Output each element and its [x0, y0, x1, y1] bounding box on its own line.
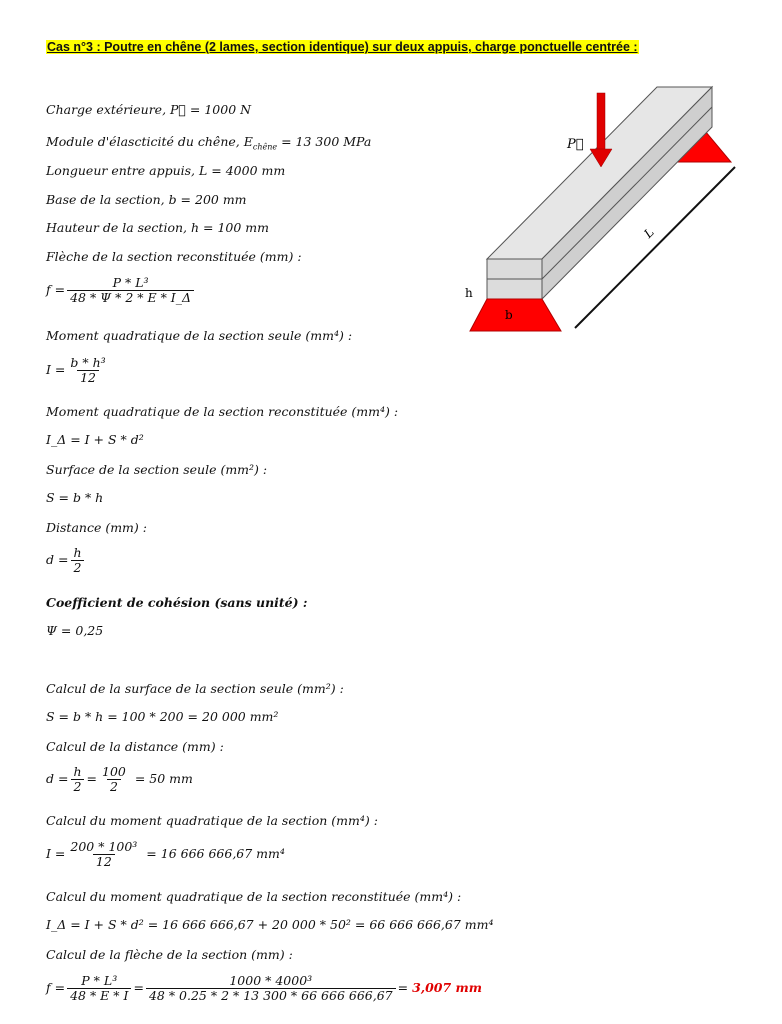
calc-distance-den1: 2	[71, 779, 85, 794]
label-h: h	[465, 286, 473, 300]
hauteur-line: Hauteur de la section, h = 100 mm	[46, 220, 269, 235]
page-title: Cas n°3 : Poutre en chêne (2 lames, section identique) sur deux appuis, charge ponctuelle centrée :	[47, 40, 638, 54]
beam-diagram	[462, 85, 742, 345]
fleche-formula: f = $\frac{\text{P * L³}}{48 * \Psi * 2 * E * I\_\Delta}$	[46, 276, 196, 305]
base-line: Base de la section, b = 200 mm	[46, 192, 247, 207]
calc-distance-num1: h	[73, 764, 82, 779]
fleche-label: Flèche de la section reconstituée (mm) :	[46, 249, 302, 264]
distance-label: Distance (mm) :	[46, 520, 147, 535]
calc-moment-numerator: 200 * 100³	[70, 839, 138, 854]
longueur-line: Longueur entre appuis, L = 4000 mm	[46, 163, 286, 178]
calc-moment-result: = 16 666 666,67 mm⁴	[142, 846, 285, 861]
beam-front-upper	[487, 259, 542, 279]
module-line	[46, 134, 371, 156]
calc-distance-den2: 2	[107, 779, 121, 794]
moment-recon-label: Moment quadratique de la section reconstituée (mm⁴) :	[46, 404, 399, 419]
calc-distance-formula: d = $\frac{h}{2}$ = $\frac{100}{2}$ = 50 mm	[46, 764, 193, 794]
calc-moment-label: Calcul du moment quadratique de la section (mm⁴) :	[46, 813, 378, 828]
charge-line: Charge extérieure, P⃗ = 1000 N	[46, 102, 252, 117]
moment-recon-formula: I_Δ = I + S * d²	[46, 432, 144, 447]
coef-value: Ψ = 0,25	[46, 623, 104, 638]
label-l: L	[641, 225, 657, 241]
beam-front-lower	[487, 279, 542, 299]
calc-distance-result: = 50 mm	[130, 771, 193, 786]
surface-formula: S = b * h	[46, 490, 104, 505]
calc-moment-recon-label: Calcul du moment quadratique de la section reconstituée (mm⁴) :	[46, 889, 462, 904]
calc-fleche-num2: 1000 * 4000³	[229, 973, 313, 988]
fleche-numerator: P * L³	[112, 275, 149, 290]
surface-label: Surface de la section seule (mm²) :	[46, 462, 268, 477]
label-b: b	[505, 308, 513, 322]
moment-denominator: 12	[77, 370, 99, 385]
calc-distance-label: Calcul de la distance (mm) :	[46, 739, 224, 754]
near-support	[470, 299, 561, 331]
calc-fleche-label: Calcul de la flèche de la section (mm) :	[46, 947, 293, 962]
load-arrow-shaft	[597, 93, 605, 151]
calc-fleche-num1: P * L³	[81, 973, 118, 988]
distance-numerator: h	[73, 545, 82, 560]
calc-surface-label: Calcul de la surface de la section seule (mm²) :	[46, 681, 344, 696]
moment-seule-label: Moment quadratique de la section seule (mm⁴) :	[46, 328, 353, 343]
calc-fleche-den1: 48 * E * I	[67, 988, 131, 1003]
coef-label: Coefficient de cohésion (sans unité) :	[46, 595, 308, 610]
calc-fleche-result: 3,007 mm	[412, 980, 483, 995]
calc-fleche-formula: f = $\frac{\text{P * L³}}{48 * E * I}$ = $\frac{\text{1000 * 4000³}}{48 * 0.25 * 2 * 13 300 * 66 666 666,67}$ = 3,007 mm	[46, 973, 483, 1003]
moment-numerator: b * h³	[70, 355, 106, 370]
calc-surface-result: S = b * h = 100 * 200 = 20 000 mm²	[46, 709, 279, 724]
fleche-denominator: 48 * Ψ * 2 * E * I_Δ	[67, 290, 194, 305]
calc-fleche-den2: 48 * 0.25 * 2 * 13 300 * 66 666 666,67	[146, 988, 396, 1003]
distance-denominator: 2	[71, 560, 85, 575]
moment-seule-formula: I = $\frac{\text{b * h³}}{12}$	[46, 356, 111, 385]
module-label: Module d'élascticité du chêne, E	[46, 134, 253, 149]
calc-moment-formula: I = $\frac{\text{200 * 100³}}{12}$ = 16 666 666,67 mm⁴	[46, 839, 285, 869]
calc-distance-num2: 100	[102, 764, 126, 779]
module-value: = 13 300 MPa	[277, 134, 372, 149]
label-p: P⃗	[567, 137, 584, 152]
module-sub: chêne	[252, 142, 278, 152]
distance-formula: d = $\frac{h}{2}$	[46, 546, 87, 575]
calc-moment-recon-result: I_Δ = I + S * d² = 16 666 666,67 + 20 000 * 50² = 66 666 666,67 mm⁴	[46, 917, 494, 932]
calc-moment-denominator: 12	[93, 854, 115, 869]
